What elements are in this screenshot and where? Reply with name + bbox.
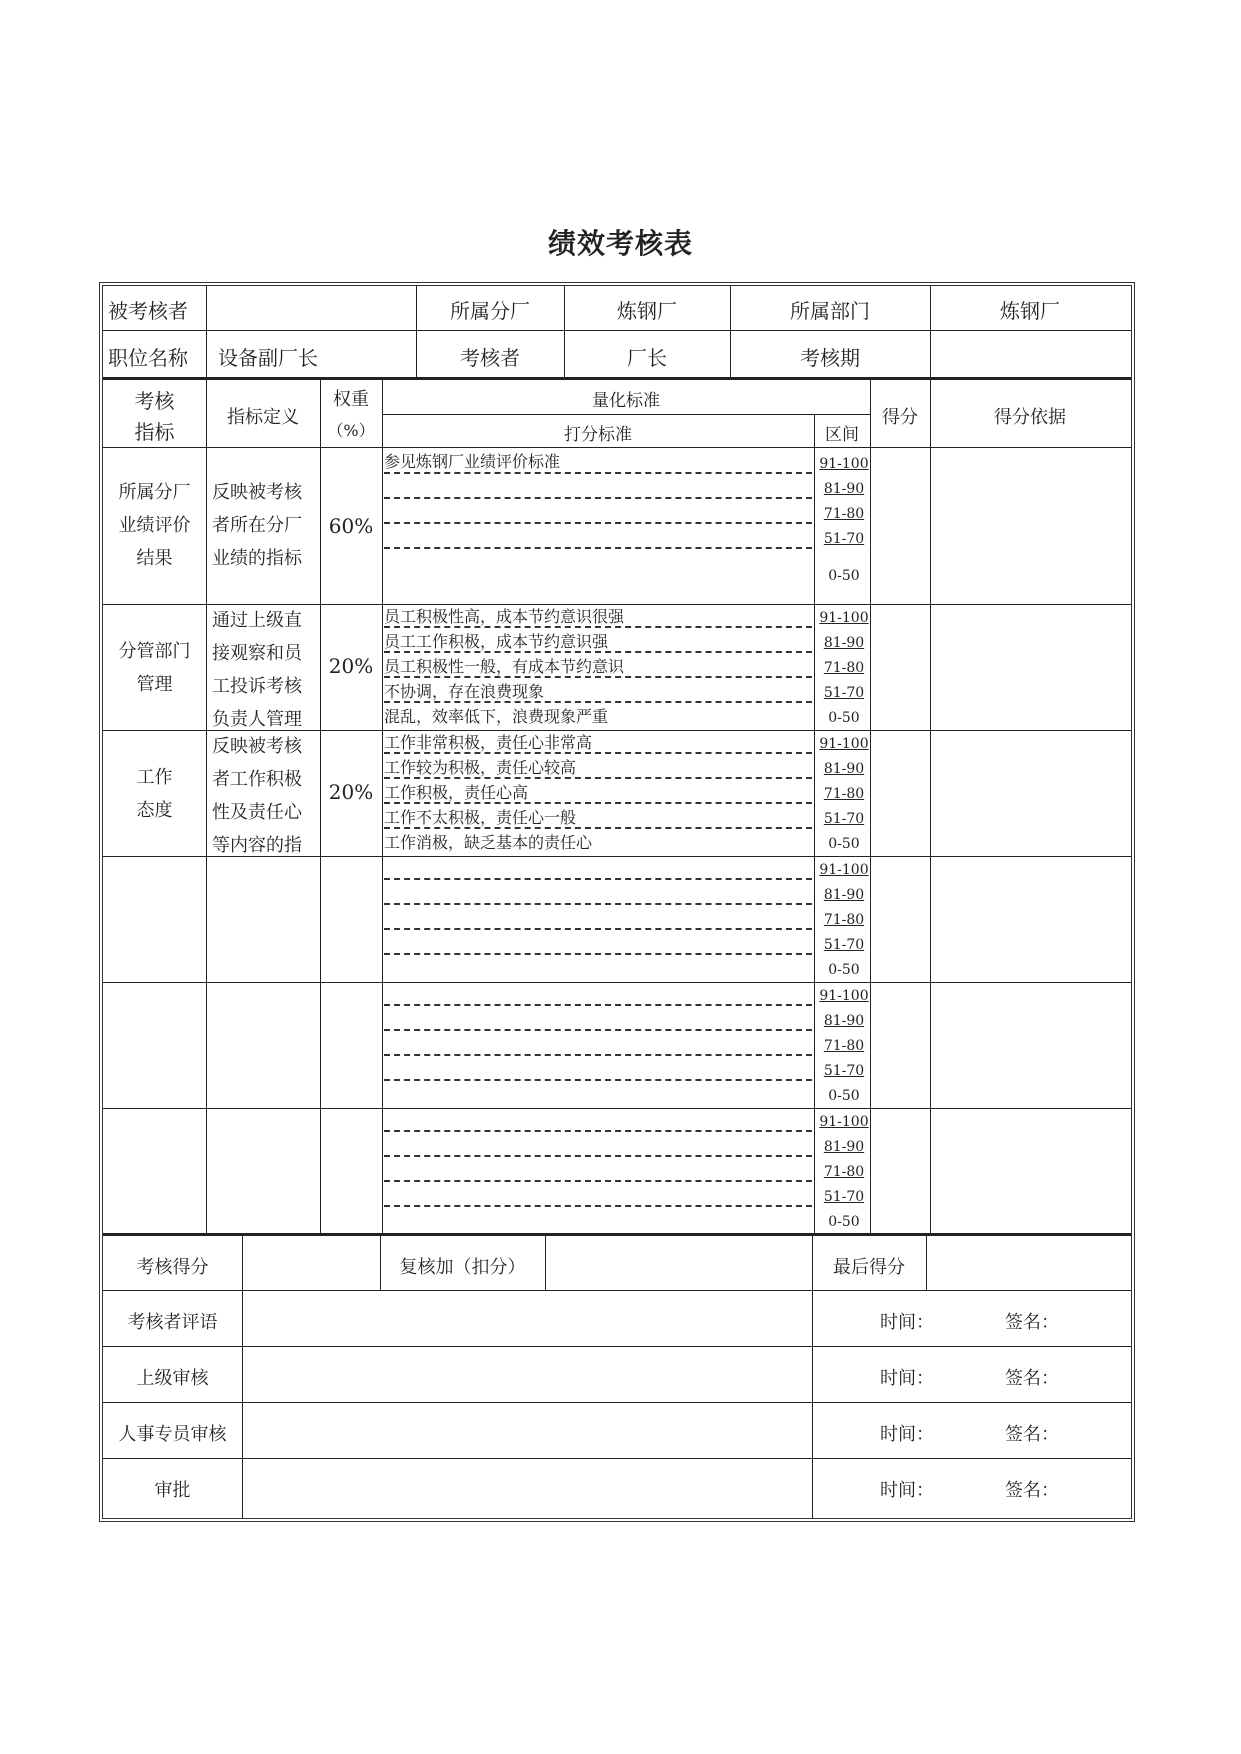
row3-range-5: 0-50: [828, 836, 860, 852]
page-title: 绩效考核表: [547, 227, 693, 260]
row1-range-1: 91-100: [819, 456, 869, 472]
row5-range-5: 0-50: [828, 1088, 860, 1104]
row5-range-1: 91-100: [819, 988, 869, 1004]
row2-criterion-2: 员工工作积极，成本节约意识强: [384, 632, 609, 651]
col-basis: 得分依据: [994, 407, 1066, 428]
row4-range-2: 81-90: [823, 887, 865, 903]
row4-range-3: 71-80: [823, 912, 865, 928]
dept-label: 所属部门: [790, 299, 870, 323]
row1-range-3: 71-80: [823, 506, 865, 522]
row2-indicator: 分管部门 管理: [118, 641, 191, 695]
row1-criterion-1: 参见炼钢厂业绩评价标准: [384, 452, 561, 471]
time-label-4: 时间：: [880, 1480, 934, 1501]
row1-indicator: 所属分厂 业绩评价 结果: [118, 482, 191, 569]
time-label-1: 时间：: [880, 1312, 934, 1333]
branch-value[interactable]: 炼钢厂: [617, 299, 677, 323]
row3-range-1: 91-100: [819, 736, 869, 752]
row3-criterion-5: 工作消极，缺乏基本的责任心: [384, 833, 593, 852]
row3-criterion-2: 工作较为积极，责任心较高: [384, 758, 577, 777]
row6-range-5: 0-50: [828, 1214, 860, 1230]
row3-weight[interactable]: 20%: [328, 780, 374, 804]
row2-weight[interactable]: 20%: [328, 654, 374, 678]
row3-range-3: 71-80: [823, 786, 865, 802]
row5-range-3: 71-80: [823, 1038, 865, 1054]
row4-range-1: 91-100: [819, 862, 869, 878]
period-label: 考核期: [800, 346, 860, 370]
row3-criterion-4: 工作不太积极，责任心一般: [384, 808, 577, 827]
row6-range-2: 81-90: [823, 1139, 865, 1155]
row3-range-4: 51-70: [823, 811, 865, 827]
row1-range-2: 81-90: [823, 481, 865, 497]
row5-range-4: 51-70: [823, 1063, 865, 1079]
row2-definition: 通过上级直 接观察和员 工投诉考核 负责人管理: [212, 610, 302, 730]
row2-range-1: 91-100: [819, 610, 869, 626]
sign-label-4: 签名：: [1005, 1480, 1059, 1501]
row6-range-1: 91-100: [819, 1114, 869, 1130]
row6-range-4: 51-70: [823, 1189, 865, 1205]
sign-label-3: 签名：: [1005, 1424, 1059, 1445]
sign-label-2: 签名：: [1005, 1368, 1059, 1389]
col-indicator-line2: 指标: [134, 420, 175, 444]
row1-weight[interactable]: 60%: [328, 514, 374, 538]
row2-range-5: 0-50: [828, 710, 860, 726]
row3-criterion-3: 工作积极，责任心高: [384, 783, 529, 802]
time-label-2: 时间：: [880, 1368, 934, 1389]
row4-range-5: 0-50: [828, 962, 860, 978]
assessor-comment-label: 考核者评语: [127, 1312, 218, 1333]
dept-value[interactable]: 炼钢厂: [1000, 299, 1060, 323]
row4-range-4: 51-70: [823, 937, 865, 953]
row3-indicator: 工作 态度: [136, 767, 173, 821]
supervisor-review-label: 上级审核: [136, 1368, 209, 1389]
score-label: 考核得分: [136, 1257, 209, 1278]
row2-range-4: 51-70: [823, 685, 865, 701]
col-score: 得分: [882, 407, 918, 428]
position-label: 职位名称: [108, 346, 188, 370]
position-value[interactable]: 设备副厂长: [218, 346, 318, 370]
row1-range-4: 51-70: [823, 531, 865, 547]
row2-range-3: 71-80: [823, 660, 865, 676]
sign-label-1: 签名：: [1005, 1312, 1059, 1333]
col-quant: 量化标准: [592, 391, 660, 411]
assessor-value[interactable]: 厂长: [627, 346, 667, 370]
row3-definition: 反映被考核 者工作积极 性及责任心 等内容的指: [212, 736, 302, 856]
review-label: 复核加（扣分）: [399, 1257, 526, 1278]
row3-range-2: 81-90: [823, 761, 865, 777]
time-label-3: 时间：: [880, 1424, 934, 1445]
row1-definition: 反映被考核 者所在分厂 业绩的指标: [212, 482, 302, 569]
col-definition: 指标定义: [227, 407, 299, 428]
row1-range-5: 0-50: [828, 568, 860, 584]
row2-criterion-1: 员工积极性高，成本节约意识很强: [384, 607, 625, 626]
row6-range-3: 71-80: [823, 1164, 865, 1180]
row2-criterion-5: 混乱，效率低下，浪费现象严重: [384, 707, 609, 726]
assessee-label: 被考核者: [108, 299, 188, 323]
col-indicator-line1: 考核: [134, 389, 175, 413]
row3-criterion-1: 工作非常积极，责任心非常高: [384, 733, 593, 752]
row2-range-2: 81-90: [823, 635, 865, 651]
approval-label: 审批: [154, 1480, 191, 1501]
assessor-label: 考核者: [460, 346, 520, 370]
col-weight-line2: （%）: [327, 421, 375, 440]
row2-criterion-4: 不协调，存在浪费现象: [384, 682, 545, 701]
row2-criterion-3: 员工积极性一般，有成本节约意识: [384, 657, 625, 676]
branch-label: 所属分厂: [450, 299, 530, 323]
col-range: 区间: [825, 425, 859, 445]
final-score-label: 最后得分: [833, 1257, 905, 1278]
hr-review-label: 人事专员审核: [118, 1424, 227, 1445]
col-scoring: 打分标准: [564, 425, 632, 445]
col-weight-line1: 权重: [333, 389, 369, 410]
row5-range-2: 81-90: [823, 1013, 865, 1029]
